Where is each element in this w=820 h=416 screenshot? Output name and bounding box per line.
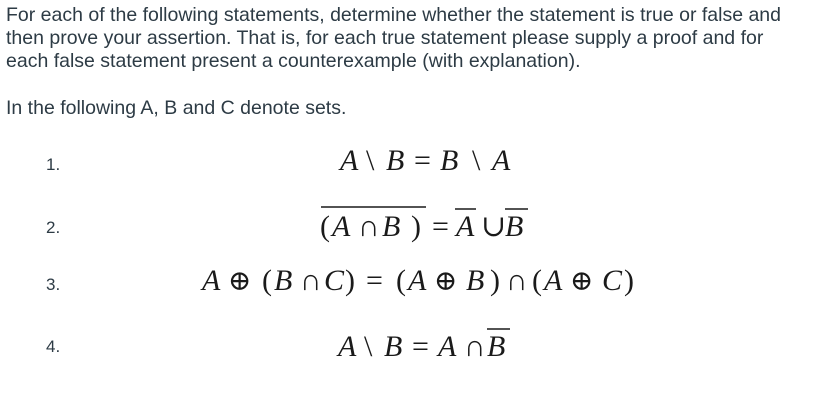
- token: A: [202, 264, 221, 297]
- token: =: [412, 330, 429, 363]
- statement-4: [0, 322, 820, 372]
- token: A: [492, 144, 511, 177]
- token: (: [532, 264, 542, 297]
- token: B: [384, 330, 403, 363]
- token: B: [274, 264, 293, 297]
- token: (: [262, 264, 272, 297]
- token: ⊕: [434, 266, 458, 297]
- token: \: [366, 144, 375, 177]
- token: ∩: [464, 330, 486, 363]
- token: A: [332, 210, 351, 243]
- token: A: [340, 144, 359, 177]
- token: ): [490, 264, 500, 297]
- statement-3: [0, 260, 820, 310]
- token: \: [364, 330, 373, 363]
- statement-number: 1.: [46, 155, 61, 174]
- token: ): [624, 264, 634, 297]
- token: B: [440, 144, 459, 177]
- instructions-paragraph: For each of the following statements, determine whether the statement is true or false and then prove your assertion. That is, for each true statement please supply a proof and for each false statement present a counterexample (with explanation).: [6, 4, 781, 72]
- token: ⊕: [228, 266, 252, 297]
- token: ): [411, 210, 421, 243]
- formula-1: [336, 140, 546, 190]
- formula-4: [334, 322, 554, 372]
- token: B: [382, 210, 401, 243]
- token: A: [544, 264, 563, 297]
- token: C: [602, 264, 623, 297]
- token: =: [414, 144, 431, 177]
- token: ∩: [358, 210, 380, 243]
- token: =: [432, 210, 449, 243]
- statement-number: 4.: [46, 337, 61, 356]
- token: (: [320, 210, 330, 243]
- token: =: [366, 264, 383, 297]
- token: B: [386, 144, 405, 177]
- token: A: [338, 330, 357, 363]
- token: \: [472, 144, 481, 177]
- token: B: [487, 330, 506, 363]
- token: A: [408, 264, 427, 297]
- statement-1: [0, 140, 820, 190]
- statement-number: 2.: [46, 218, 61, 237]
- token: A: [438, 330, 457, 363]
- token: ⊕: [570, 266, 594, 297]
- statement-2: [0, 203, 820, 253]
- token: A: [456, 210, 475, 243]
- token: ∪: [481, 210, 507, 243]
- sets-note: In the following A, B and C denote sets.: [6, 97, 347, 119]
- token: ∩: [506, 264, 528, 297]
- token: ): [345, 264, 355, 297]
- formula-2: [316, 203, 566, 253]
- token: (: [396, 264, 406, 297]
- statement-number: 3.: [46, 275, 61, 294]
- token: C: [324, 264, 345, 297]
- token: B: [466, 264, 485, 297]
- token: B: [505, 210, 524, 243]
- formula-3: [200, 260, 680, 310]
- token: ∩: [300, 264, 322, 297]
